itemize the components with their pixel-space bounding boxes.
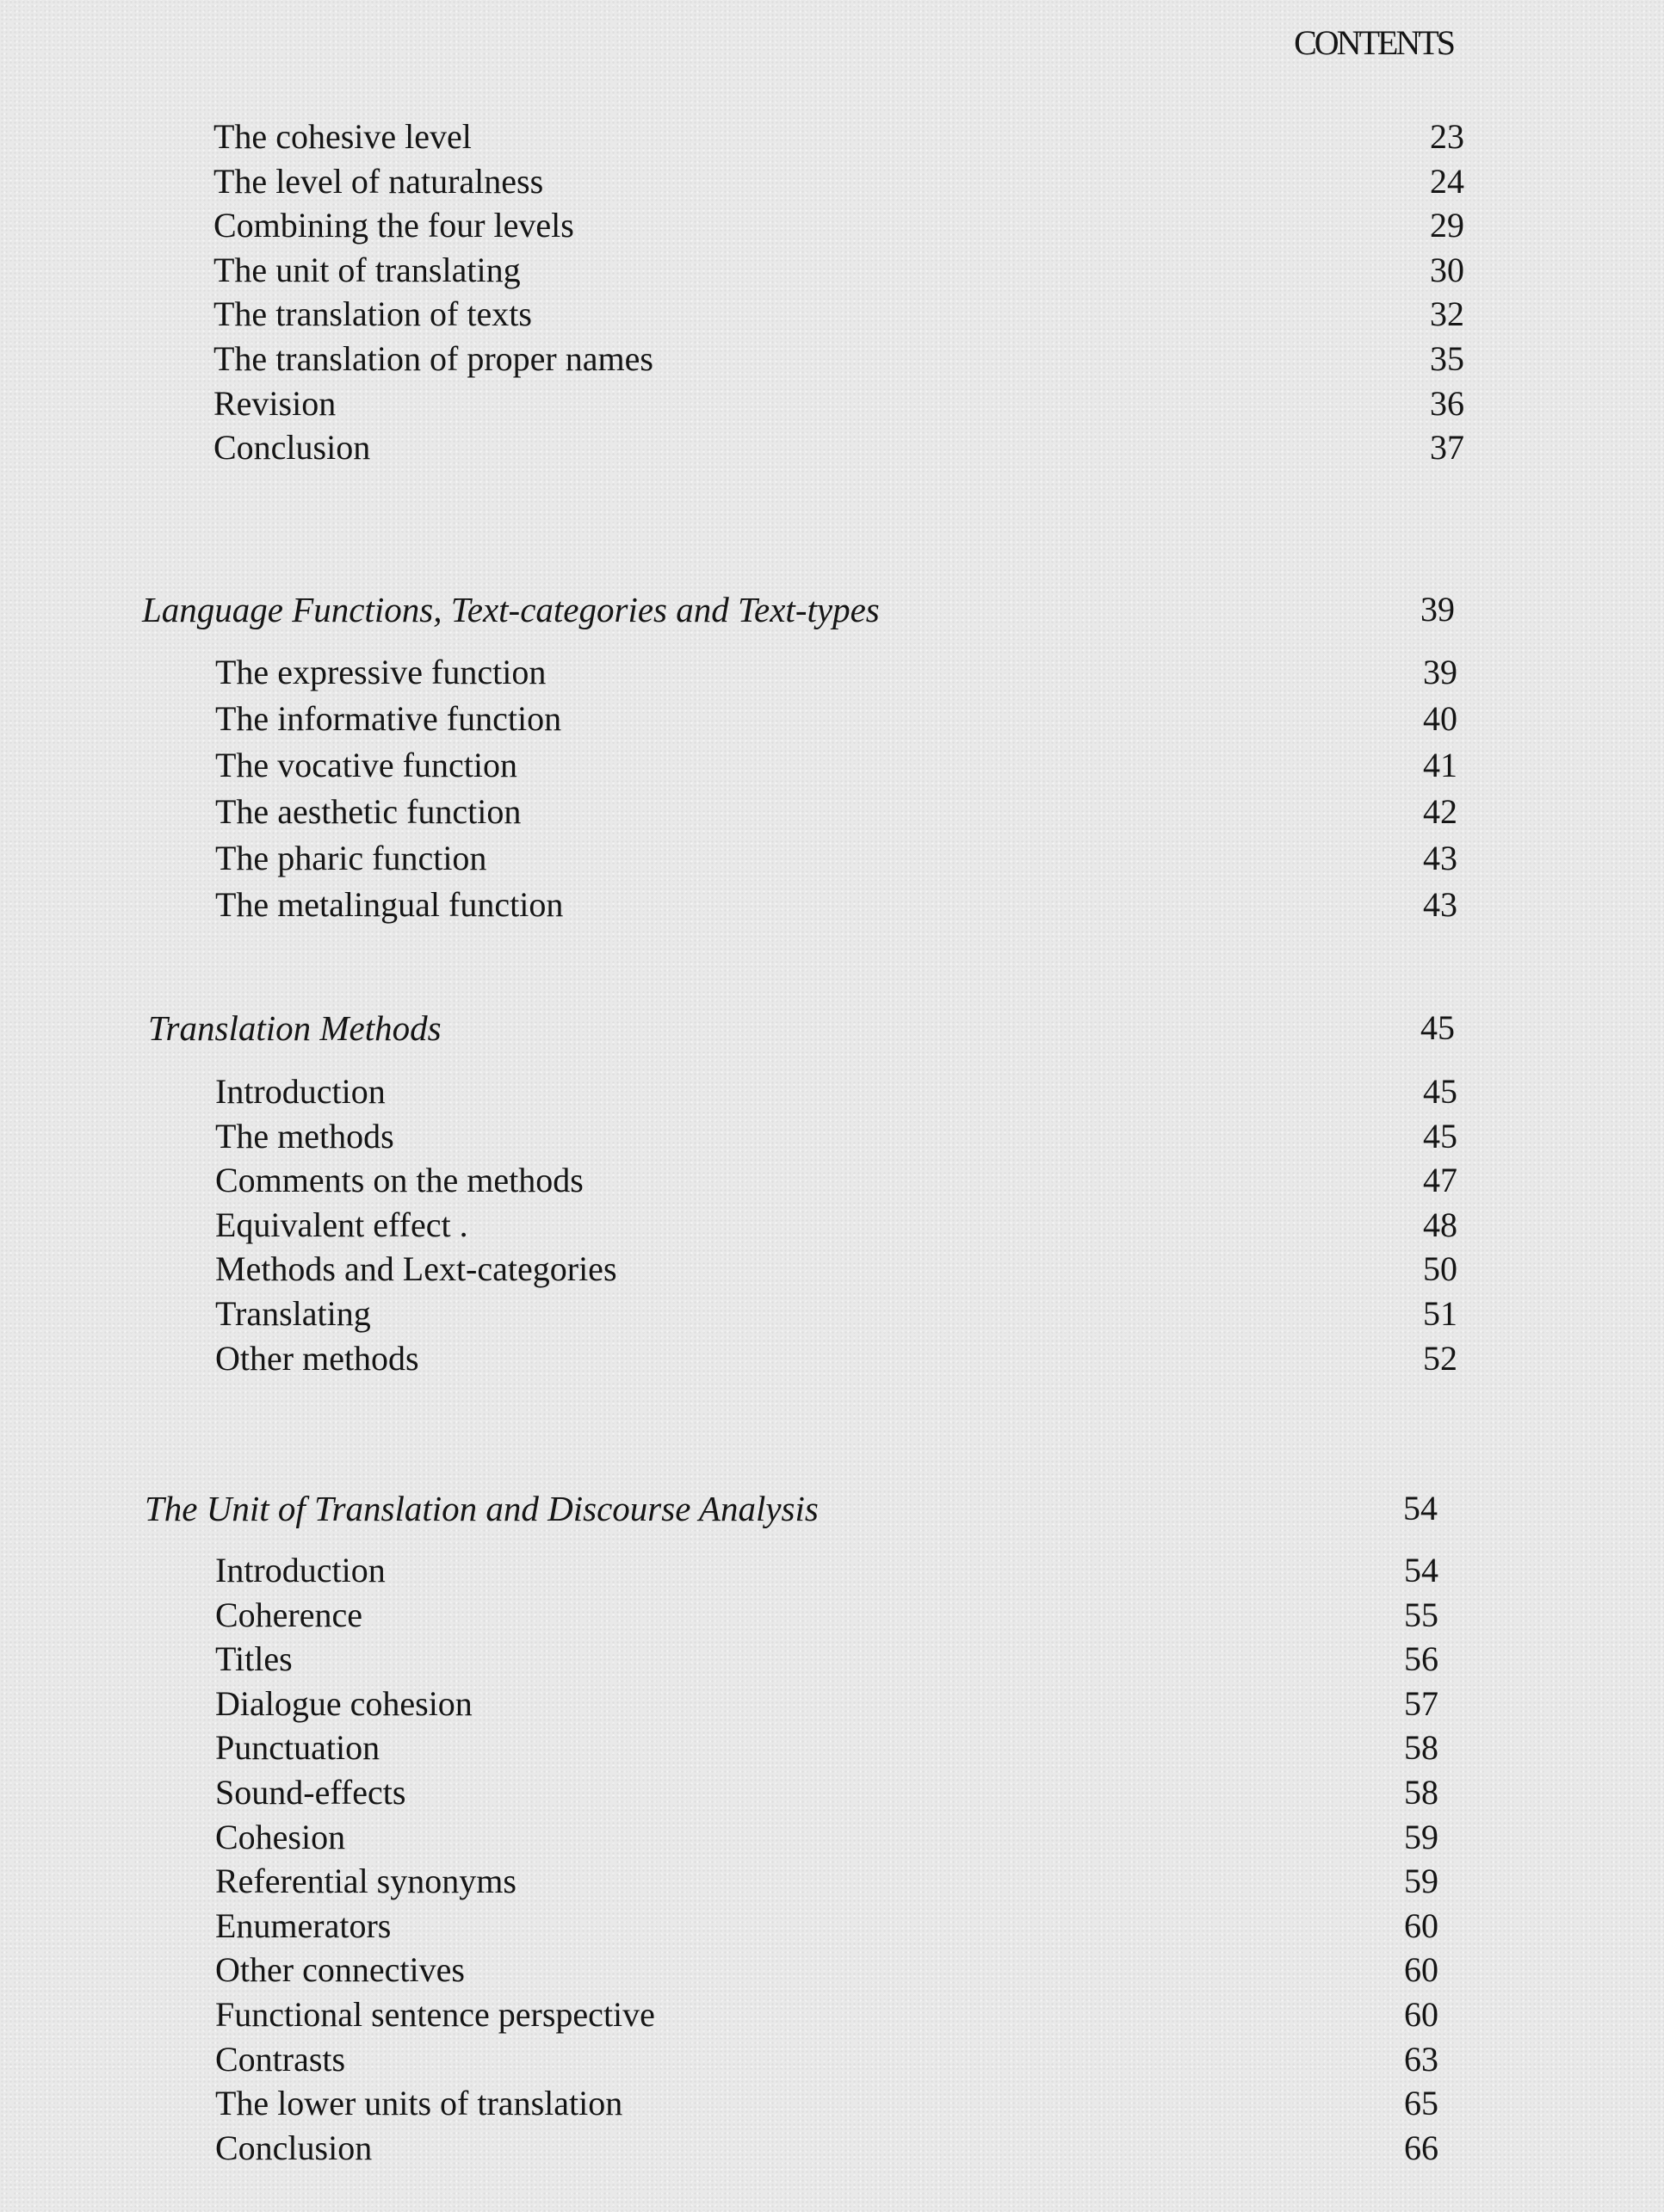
toc-entry-page: 59 <box>1404 1817 1438 1856</box>
toc-entry-page: 60 <box>1404 1905 1438 1945</box>
toc-entry[interactable] <box>0 789 1664 835</box>
toc-section-heading[interactable] <box>0 580 1664 639</box>
toc-entry-title: Contrasts <box>215 2039 346 2079</box>
toc-entry-list <box>0 649 1664 928</box>
toc-entry[interactable] <box>0 1158 1664 1203</box>
toc-entry-list <box>0 1069 1664 1380</box>
toc-section <box>0 1479 1664 2170</box>
toc-entry-title: The cohesive level <box>213 117 472 156</box>
toc-entry-title: Sound-effects <box>215 1772 406 1812</box>
toc-entry-title: Introduction <box>215 1072 386 1111</box>
toc-entry-title: Other methods <box>215 1338 419 1378</box>
toc-entry-page: 60 <box>1404 1950 1438 1990</box>
section-heading-page: 45 <box>1420 1008 1455 1047</box>
toc-entry[interactable] <box>0 203 1664 248</box>
toc-entry-title: Combining the four levels <box>213 206 574 245</box>
toc-entry-page: 54 <box>1404 1551 1438 1589</box>
toc-entry-page: 40 <box>1423 699 1457 738</box>
toc-entry[interactable] <box>0 1815 1664 1860</box>
toc-entry-title: The translation of texts <box>213 294 532 334</box>
toc-section <box>0 999 1664 1380</box>
toc-entry[interactable] <box>0 1726 1664 1770</box>
toc-entry-page: 36 <box>1430 383 1464 423</box>
toc-entry-title: The vocative function <box>215 746 517 784</box>
toc-entry[interactable] <box>0 1637 1664 1682</box>
toc-entry[interactable] <box>0 115 1664 159</box>
toc-entry-page: 50 <box>1423 1249 1457 1289</box>
toc-entry-title: Translating <box>215 1293 371 1333</box>
toc-entry-page: 57 <box>1404 1683 1438 1723</box>
toc-entry[interactable] <box>0 292 1664 337</box>
toc-entry-page: 30 <box>1430 250 1464 289</box>
toc-entry-title: Enumerators <box>215 1905 392 1945</box>
toc-entry[interactable] <box>0 1948 1664 1992</box>
toc-entry[interactable] <box>0 1336 1664 1381</box>
toc-entry-title: Conclusion <box>213 428 371 468</box>
toc-entry[interactable] <box>0 696 1664 742</box>
section-heading-page: 54 <box>1403 1489 1438 1527</box>
toc-entry-list <box>0 1548 1664 2170</box>
toc-entry-page: 35 <box>1430 338 1464 378</box>
toc-entry-title: The aesthetic function <box>215 792 522 831</box>
toc-entry[interactable] <box>0 1593 1664 1638</box>
toc-entry-title: The translation of proper names <box>213 338 653 378</box>
toc-entry-title: Methods and Lext-categories <box>215 1249 617 1289</box>
toc-entry-title: Equivalent effect . <box>215 1205 468 1244</box>
toc-entry[interactable] <box>0 742 1664 789</box>
toc-entry[interactable] <box>0 1859 1664 1904</box>
toc-entry-page: 41 <box>1423 746 1457 784</box>
toc-entry-title: Functional sentence perspective <box>215 1994 655 2034</box>
toc-entry-title: The methods <box>215 1116 394 1156</box>
section-heading-title: The Unit of Translation and Discourse Analysis <box>145 1489 819 1528</box>
toc-entry[interactable] <box>0 248 1664 293</box>
toc-entry[interactable] <box>0 381 1664 426</box>
toc-entry-list <box>0 115 1664 470</box>
toc-entry-title: Coherence <box>215 1595 363 1634</box>
toc-entry-page: 42 <box>1423 792 1457 831</box>
toc-entry[interactable] <box>0 882 1664 928</box>
toc-entry-page: 63 <box>1404 2039 1438 2079</box>
toc-section-heading[interactable] <box>0 1479 1664 1538</box>
toc-entry-page: 59 <box>1404 1862 1438 1901</box>
toc-entry-title: Conclusion <box>215 2128 373 2167</box>
toc-entry[interactable] <box>0 1203 1664 1248</box>
toc-entry-page: 58 <box>1404 1728 1438 1768</box>
toc-entry[interactable] <box>0 835 1664 882</box>
toc-entry[interactable] <box>0 1069 1664 1114</box>
section-heading-page: 39 <box>1420 590 1455 629</box>
toc-entry-page: 43 <box>1423 839 1457 877</box>
toc-entry-title: Revision <box>213 383 337 423</box>
toc-entry[interactable] <box>0 1682 1664 1726</box>
toc-entry-page: 45 <box>1423 1116 1457 1156</box>
toc-entry[interactable] <box>0 1904 1664 1949</box>
toc-entry-page: 23 <box>1430 117 1464 156</box>
toc-entry-page: 55 <box>1404 1595 1438 1634</box>
toc-entry[interactable] <box>0 425 1664 470</box>
toc-entry-page: 56 <box>1404 1639 1438 1679</box>
toc-entry[interactable] <box>0 2037 1664 2082</box>
toc-entry[interactable] <box>0 1992 1664 2037</box>
toc-entry-title: The expressive function <box>215 653 547 691</box>
toc-entry-page: 52 <box>1423 1338 1457 1378</box>
toc-entry-title: Comments on the methods <box>215 1161 584 1200</box>
toc-entry-page: 47 <box>1423 1161 1457 1200</box>
toc-entry-title: The level of naturalness <box>213 161 544 201</box>
toc-entry[interactable] <box>0 1548 1664 1593</box>
toc-entry-title: Cohesion <box>215 1817 346 1856</box>
toc-entry[interactable] <box>0 1770 1664 1815</box>
toc-entry-title: Dialogue cohesion <box>215 1683 473 1723</box>
toc-entry-page: 60 <box>1404 1994 1438 2034</box>
toc-entry-title: The unit of translating <box>213 250 521 289</box>
section-heading-title: Language Functions, Text-categories and Text-types <box>142 590 880 629</box>
toc-entry-title: The pharic function <box>215 839 487 877</box>
toc-entry-page: 51 <box>1423 1293 1457 1333</box>
toc-entry-title: Referential synonyms <box>215 1862 517 1901</box>
toc-entry[interactable] <box>0 2081 1664 2126</box>
toc-entry-page: 39 <box>1423 653 1457 691</box>
toc-entry[interactable] <box>0 1292 1664 1336</box>
toc-entry-page: 43 <box>1423 885 1457 924</box>
toc-entry-page: 45 <box>1423 1072 1457 1111</box>
running-head: CONTENTS <box>1294 23 1453 62</box>
toc-section-heading[interactable] <box>0 999 1664 1057</box>
toc-entry-page: 48 <box>1423 1205 1457 1244</box>
toc-entry[interactable] <box>0 1247 1664 1292</box>
toc-entry-page: 29 <box>1430 206 1464 245</box>
toc-entry-title: Punctuation <box>215 1728 380 1768</box>
toc-entry[interactable] <box>0 337 1664 381</box>
toc-entry-title: The metalingual function <box>215 885 564 924</box>
toc-entry-title: The lower units of translation <box>215 2084 623 2123</box>
toc-section <box>0 115 1664 470</box>
toc-entry-page: 66 <box>1404 2128 1438 2167</box>
toc-entry-page: 37 <box>1430 428 1464 468</box>
toc-entry-page: 24 <box>1430 161 1464 201</box>
toc-entry-title: Other connectives <box>215 1950 465 1990</box>
toc-entry[interactable] <box>0 649 1664 696</box>
section-heading-title: Translation Methods <box>148 1008 442 1048</box>
toc-entry-page: 32 <box>1430 294 1464 334</box>
toc-entry-title: The informative function <box>215 699 562 738</box>
toc-entry-title: Titles <box>215 1639 293 1679</box>
toc-entry[interactable] <box>0 2126 1664 2171</box>
toc-entry-title: Introduction <box>215 1551 386 1589</box>
toc-entry[interactable] <box>0 1114 1664 1159</box>
toc-entry-page: 65 <box>1404 2084 1438 2123</box>
toc-section <box>0 580 1664 928</box>
toc-entry[interactable] <box>0 159 1664 204</box>
toc-entry-page: 58 <box>1404 1772 1438 1812</box>
